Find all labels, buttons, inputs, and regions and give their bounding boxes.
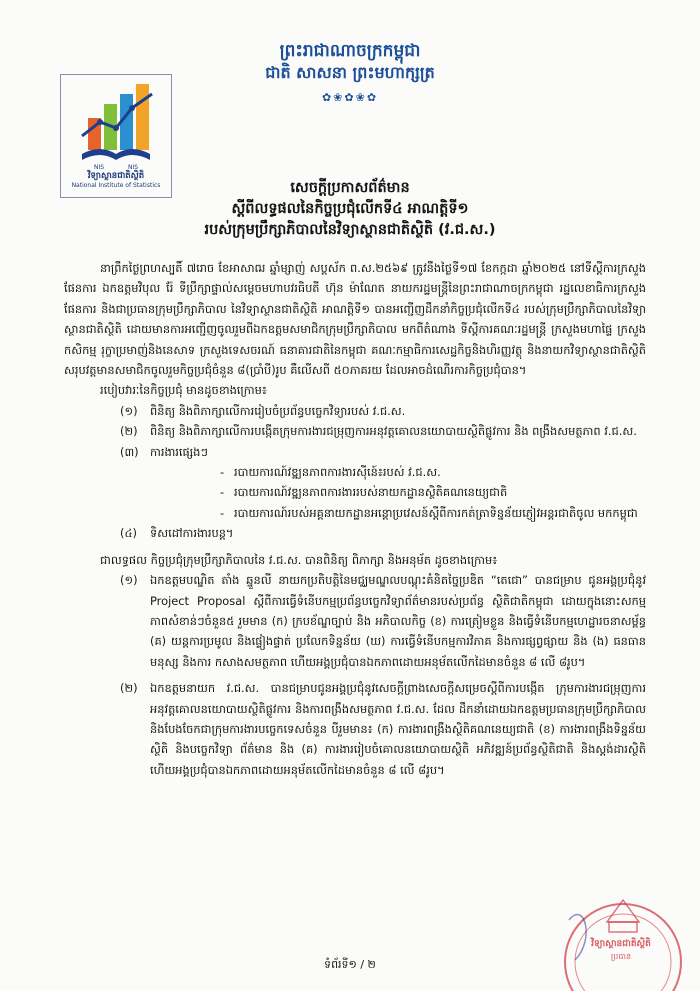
result-item	[120, 678, 646, 780]
official-seal-stamp	[555, 880, 685, 991]
agenda-item-number: (២)	[120, 424, 138, 439]
agenda-item-number: (៣)	[120, 444, 139, 459]
agenda-item-text: ការងារផ្សេងៗ	[150, 444, 208, 459]
intro-paragraph: នាព្រឹកថ្ងៃព្រហស្បតិ៍ ៧រោច ខែអាសាឍ ឆ្នាំម្សាញ់ សប្តស័ក ព.ស.២៥៦៩ ត្រូវនឹងថ្ងៃទី១៧ ខែកក្កដា ឆ្នាំ២០២៥ នៅទីស្តីការក្រសួងផែនការ ឯកឧត្តមវិបុល រ៉ែ ទីប្រឹក្សាផ្ទាល់សម្តេចមហាបវរធិបតី ហ៊ុន ម៉ាណែត នាយករដ្ឋមន្ត្រីនៃព្រះរាជាណាចក្រកម្ពុជា រដ្ឋលេខាធិការក្រសួងផែនការ និងជាប្រធានក្រុមប្រឹក្សាភិបាល នៃវិទ្យាស្ថានជាតិស្ថិតិ អាណត្តិទី១ បានអញ្ជើញដឹកនាំកិច្ចប្រជុំលើកទី៤ របស់ក្រុមប្រឹក្សាភិបាលនៃវិទ្យាស្ថានជាតិស្ថិតិ ដោយមានការអញ្ជើញចូលរួមពីឯកឧត្តមសមាជិកក្រុមប្រឹក្សាភិបាល មកពីតំណាង ទីស្តីការគណៈរដ្ឋមន្ត្រី ក្រសួងមហាផ្ទៃ ក្រសួងកសិកម្ម រុក្ខាប្រមាញ់និងនេសាទ ក្រសួងទេសចរណ៍ ធនាគារជាតិនៃកម្ពុជា គណៈកម្មាធិការសេដ្ឋកិច្ចនិងហិរញ្ញវត្ថុ និងនាយកវិទ្យាស្ថានជាតិស្ថិតិ សរុបវត្តមានសមាជិកចូលរួមកិច្ចប្រជុំចំនួន ៨(ប្រាំបី)រូប គឺលើសពី ៥០ភាគរយ ដែលអាចដំណើរការកិច្ចប្រជុំបាន។	[64, 261, 646, 378]
agenda-item-text: ពិនិត្យ និងពិភាក្សាលើការរៀបចំប្រព័ន្ធបច្ចេកវិទ្យារបស់ វ.ជ.ស.	[150, 403, 406, 418]
agenda-item-number: (១)	[120, 403, 138, 418]
agenda-item-number: (៤)	[120, 526, 137, 541]
result-item	[120, 570, 646, 672]
agenda-item-text: ទិសដៅការងារបន្ត។	[150, 526, 234, 541]
kingdom-name: ព្រះរាជាណាចក្រកម្ពុជា	[279, 41, 421, 61]
agenda-subitem	[220, 503, 646, 523]
agenda-item	[120, 523, 646, 543]
logo-abbrev-left: NIS	[94, 164, 105, 171]
agenda-subitem-text: របាយការណ៍វឌ្ឍនភាពការងារស៊ីនេ៍៖របស់ វ.ជ.ស.	[234, 465, 441, 480]
page-number: ទំព័រទី១ / ២	[324, 958, 376, 971]
ornament-divider: ✿❀✿❀✿	[321, 91, 379, 104]
result-item-text: ឯកឧត្តមនាយក វ.ជ.ស. បានជម្រាបជូនអង្គប្រជុំនូវសេចក្តីព្រាងសេចក្តីសម្រេចស្តីពីការបង្កើត ក្រុមការងារជម្រុញការអនុវត្តគោលនយោបាយស្ថិតិផ្លូវការ និងការពង្រឹងសមត្ថភាព វ.ជ.ស. ដែល ដឹកនាំដោយឯកឧត្តមប្រធានក្រុមប្រឹក្សាភិបាល និងបែងចែកជាក្រុមការងារបច្ចេកទេសចំនួន បីរួមមាន៖ (ក) ការងារពង្រឹងស្ថិតិគណនេយ្យជាតិ (ខ) ការងារពង្រឹងទិន្នន័យស្ថិតិ និងបច្ចេកវិទ្យា ព័ត៌មាន និង (គ) ការងាររៀបចំគោលនយោបាយស្ថិតិ អភិវឌ្ឍន៍ប្រព័ន្ធស្ថិតិជាតិ និងស្តង់ដារស្ថិតិ ហើយអង្គប្រជុំបានឯកភាពដោយអនុម័តលើកដៃមានចំនួន ៨ លើ ៨រូប។	[150, 681, 646, 777]
dash-bullet-icon: -	[220, 505, 225, 520]
logo-name-khmer: វិទ្យាស្ថានជាតិស្ថិតិ	[87, 171, 145, 181]
agenda-item-text: ពិនិត្យ និងពិភាក្សាលើការបង្កើតក្រុមការងារជម្រុញការអនុវត្តគោលនយោបាយស្ថិតិផ្លូវការ និង ពង្រឹងសមត្ថភាព វ.ជ.ស.	[150, 424, 637, 439]
logo-chart-icon	[60, 74, 172, 172]
result-item-text: ឯកឧត្តមបណ្ឌិត តាំង ឆ្នួនលី នាយកប្រតិបត្តិនៃមជ្ឈមណ្ឌលបណ្តុះគំនិតច្នៃប្រឌិត “តេជោ” បានជម្រាប ជូនអង្គប្រជុំនូវ Project Proposal ស្តីពីការធ្វើទំនើបកម្មប្រព័ន្ធបច្ចេកវិទ្យាព័ត៌មានរបស់ប្រព័ន្ធ ស្ថិតិជាតិកម្ពុជា ដោយក្នុងនោះសកម្មភាពសំខាន់ៗចំនួន៥ រួមមាន (ក) ក្របខ័ណ្ឌច្បាប់ និង អភិបាលកិច្ច (ខ) ការត្រៀមខ្លួន និងធ្វើទំនើបកម្មហេដ្ឋារចនាសម្ព័ន្ធ (គ) យន្តការប្រមូល និងផ្ទៀងផ្ទាត់ ប្រលែកទិន្នន័យ (ឃ) ការធ្វើទំនើបកម្មការវិភាគ និងការផ្សព្វផ្សាយ និង (ង) ធនធានមនុស្ស និងការ កសាងសមត្ថភាព ហើយអង្គប្រជុំបានឯកភាពដោយអនុម័តលើកដៃមានចំនួន ៨ លើ ៨រូប។	[150, 573, 646, 669]
title-line-1: សេចក្តីប្រកាសព័ត៌មាន	[290, 180, 410, 196]
logo-abbrev-right: NIS	[128, 164, 139, 171]
document-title	[0, 178, 700, 241]
agenda-subitem-text: របាយការណ៍របស់អគ្គនាយកដ្ឋានអន្តោប្រវេសន៍ស្តីពីការកត់ត្រាទិន្នន័យភ្ញៀវអន្តរជាតិចូល មកកម្ពុជា	[234, 505, 638, 520]
results-heading: ជាលទ្ធផល កិច្ចប្រជុំក្រុមប្រឹក្សាភិបាលនៃ វ.ជ.ស. បានពិនិត្យ ពិភាក្សា និងអនុម័ត ដូចខាងក្រោម៖	[100, 552, 498, 567]
stamp-line-1: វិទ្យាស្ថានជាតិស្ថិតិ	[591, 939, 651, 949]
logo-name-english: National Institute of Statistics	[71, 182, 161, 189]
title-line-2: ស្តីពីលទ្ធផលនៃកិច្ចប្រជុំលើកទី៤ អាណត្តិទី១	[231, 201, 469, 217]
dash-bullet-icon: -	[220, 485, 225, 500]
dash-bullet-icon: -	[220, 465, 225, 480]
document-body	[64, 258, 646, 780]
agenda-item	[120, 442, 646, 462]
agenda-subitem	[220, 462, 646, 482]
agenda-heading: របៀបវារៈនៃកិច្ចប្រជុំ មានដូចខាងក្រោម៖	[100, 383, 267, 398]
national-motto: ជាតិ សាសនា ព្រះមហាក្សត្រ	[265, 63, 435, 82]
agenda-item	[120, 421, 646, 441]
result-item-number: (១)	[120, 573, 138, 588]
stamp-line-2: ប្រធាន	[610, 952, 632, 961]
title-line-3: របស់ក្រុមប្រឹក្សាភិបាលនៃវិទ្យាស្ថានជាតិស្ថិតិ (វ.ជ.ស.)	[204, 222, 496, 238]
agenda-subitem	[220, 482, 646, 502]
seal-icon	[555, 880, 685, 991]
agenda-subitem-text: របាយការណ៍វឌ្ឍនភាពការងាររបស់នាយកដ្ឋានស្ថិតិគណនេយ្យជាតិ	[234, 485, 508, 500]
result-item-number: (២)	[120, 681, 138, 696]
agenda-item	[120, 401, 646, 421]
